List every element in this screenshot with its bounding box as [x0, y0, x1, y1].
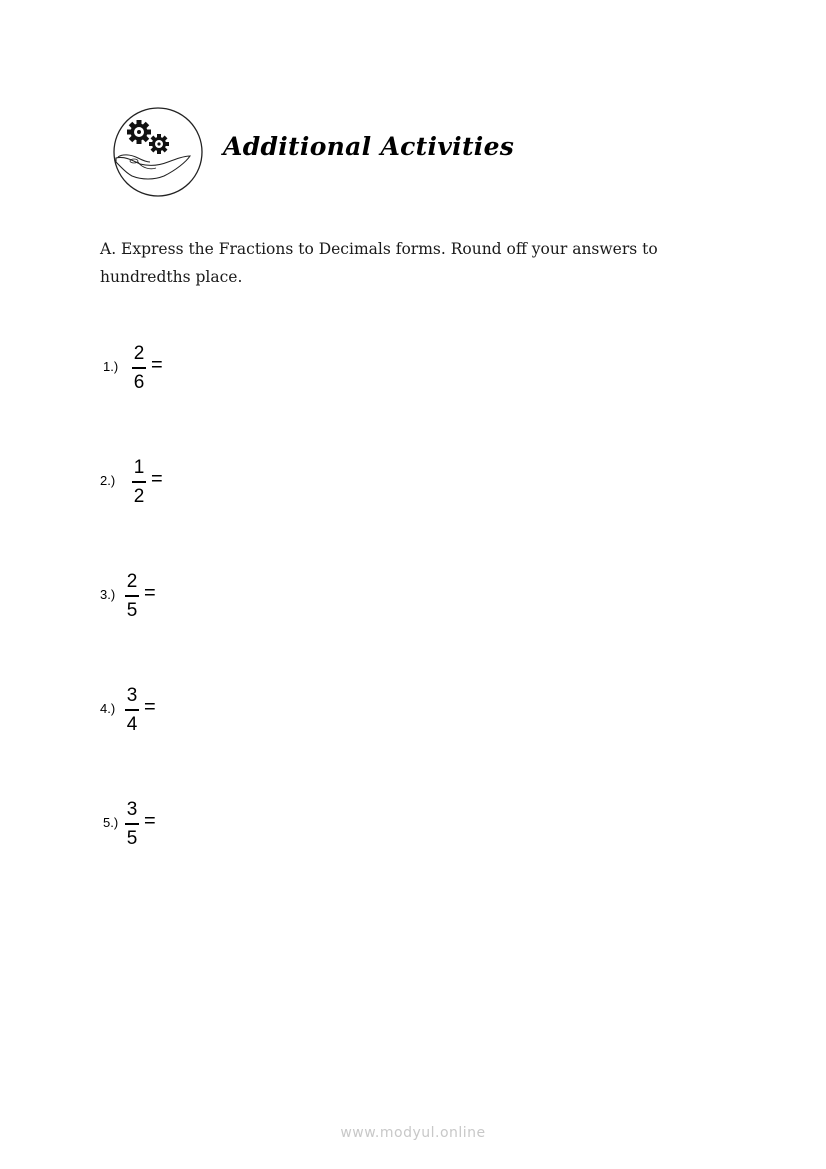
- fraction-denominator: 4: [126, 713, 138, 735]
- fraction-numerator: 2: [133, 343, 145, 364]
- fraction-numerator: 1: [133, 457, 145, 478]
- fraction-numerator: 2: [126, 571, 138, 592]
- equals-sign: =: [144, 696, 156, 718]
- fraction: [131, 343, 147, 394]
- fraction-denominator: 6: [133, 371, 145, 393]
- fraction-bar: [125, 595, 139, 597]
- equals-sign: =: [144, 810, 156, 832]
- fraction-numerator: 3: [126, 799, 138, 820]
- equals-sign: =: [144, 582, 156, 604]
- fraction: [124, 685, 140, 736]
- fraction-denominator: 5: [126, 599, 138, 621]
- item-number: 3.): [100, 587, 116, 602]
- fraction-denominator: 5: [126, 827, 138, 849]
- instructions-text: A. Express the Fractions to Decimals forms. Round off your answers to hundredths place.: [100, 240, 658, 286]
- gears-on-hand-icon: [112, 106, 204, 198]
- item-number: 2.): [100, 473, 116, 488]
- equals-sign: =: [151, 354, 163, 376]
- equals-sign: =: [151, 468, 163, 490]
- fraction: [131, 457, 147, 508]
- item-number: 5.): [103, 815, 119, 830]
- page-title: Additional Activities: [223, 132, 515, 161]
- item-number: 4.): [100, 701, 116, 716]
- fraction-denominator: 2: [133, 485, 145, 507]
- fraction-bar: [132, 481, 146, 483]
- fraction-bar: [125, 823, 139, 825]
- watermark-text: www.modyul.online: [340, 1125, 486, 1141]
- fraction-bar: [125, 709, 139, 711]
- fraction: [124, 799, 140, 850]
- fraction: [124, 571, 140, 622]
- fraction-numerator: 3: [126, 685, 138, 706]
- item-number: 1.): [103, 359, 119, 374]
- fraction-bar: [132, 367, 146, 369]
